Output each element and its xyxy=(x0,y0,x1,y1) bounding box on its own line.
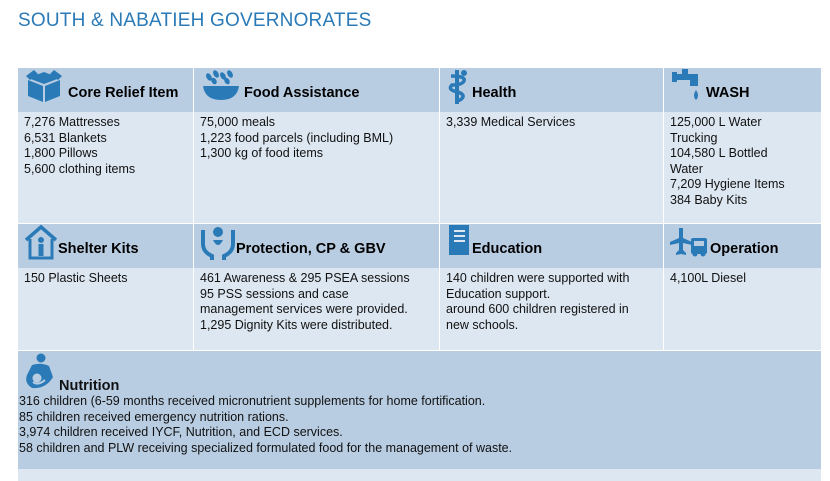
shelter-kits-details xyxy=(18,268,194,350)
header-food-assistance xyxy=(194,68,440,112)
header-label: Operation xyxy=(710,241,779,257)
detail-line: 7,276 Mattresses xyxy=(24,115,120,129)
header-education xyxy=(440,224,664,268)
detail-line: 4,100L Diesel xyxy=(670,271,746,285)
detail-line: 140 children were supported with xyxy=(446,271,630,285)
detail-line: 7,209 Hygiene Items xyxy=(670,177,785,192)
detail-line: 461 Awareness & 295 PSEA sessions xyxy=(200,271,410,285)
detail-line: 104,580 L Bottled xyxy=(670,146,768,161)
shelter-icon xyxy=(24,224,60,262)
education-details xyxy=(440,268,664,350)
detail-line: 5,600 clothing items xyxy=(24,161,136,176)
sector-table xyxy=(18,68,821,481)
detail-line: 1,300 kg of food items xyxy=(200,146,323,161)
header-label: WASH xyxy=(706,85,750,101)
food-assistance-details xyxy=(194,112,440,223)
detail-line: 1,223 food parcels (including BML) xyxy=(200,130,394,145)
mother-child-icon xyxy=(24,353,56,391)
row1-bodies xyxy=(18,112,821,223)
header-shelter-kits xyxy=(18,224,194,268)
row1-headers xyxy=(18,68,821,112)
nutrition-details xyxy=(19,394,512,456)
detail-line: 150 Plastic Sheets xyxy=(24,271,128,285)
header-label: Shelter Kits xyxy=(58,241,139,257)
detail-line: management services were provided. xyxy=(200,302,408,317)
health-details xyxy=(440,112,664,223)
wash-details xyxy=(664,112,821,223)
header-label: Education xyxy=(472,241,543,257)
plane-truck-icon xyxy=(670,224,710,262)
bottom-strip xyxy=(18,469,821,481)
detail-line: 3,339 Medical Services xyxy=(446,115,576,129)
water-tap-icon xyxy=(670,68,710,108)
food-bowl-icon xyxy=(200,68,242,104)
header-operation xyxy=(664,224,821,268)
header-label: Protection, CP & GBV xyxy=(236,241,386,257)
header-health xyxy=(440,68,664,112)
detail-line: 1,800 Pillows xyxy=(24,146,98,161)
header-protection xyxy=(194,224,440,268)
detail-line: 1,295 Dignity Kits were distributed. xyxy=(200,317,393,332)
detail-line: Water xyxy=(670,161,703,176)
detail-line: around 600 children registered in xyxy=(446,302,629,317)
detail-line: 85 children received emergency nutrition rations. xyxy=(19,409,289,424)
nutrition-section xyxy=(18,351,821,469)
detail-line: 95 PSS sessions and case xyxy=(200,286,349,301)
nutrition-label: Nutrition xyxy=(59,378,120,394)
detail-line: 316 children (6-59 months received micronutrient supplements for home fortification. xyxy=(19,394,486,408)
detail-line: 75,000 meals xyxy=(200,115,276,129)
header-label: Health xyxy=(472,85,517,101)
protection-details xyxy=(194,268,440,350)
detail-line: Trucking xyxy=(670,130,718,145)
detail-line: 125,000 L Water xyxy=(670,115,762,129)
header-wash xyxy=(664,68,821,112)
header-label: Food Assistance xyxy=(244,85,360,101)
row2-headers xyxy=(18,224,821,268)
header-label: Core Relief Item xyxy=(68,85,179,101)
header-core-relief-item xyxy=(18,68,194,112)
detail-line: Education support. xyxy=(446,286,551,301)
row2-bodies xyxy=(18,268,821,350)
detail-line: 384 Baby Kits xyxy=(670,192,748,207)
operation-details xyxy=(664,268,821,350)
detail-line: 3,974 children received IYCF, Nutrition, and ECD services. xyxy=(19,425,343,440)
detail-line: new schools. xyxy=(446,317,519,332)
detail-line: 6,531 Blankets xyxy=(24,130,107,145)
box-icon xyxy=(24,68,64,104)
detail-line: 58 children and PLW receiving specialized formulated food for the management of waste. xyxy=(19,440,513,455)
protection-hands-icon xyxy=(200,224,236,262)
page-title: SOUTH & NABATIEH GOVERNORATES xyxy=(18,10,372,31)
core-relief-item-details xyxy=(18,112,194,223)
